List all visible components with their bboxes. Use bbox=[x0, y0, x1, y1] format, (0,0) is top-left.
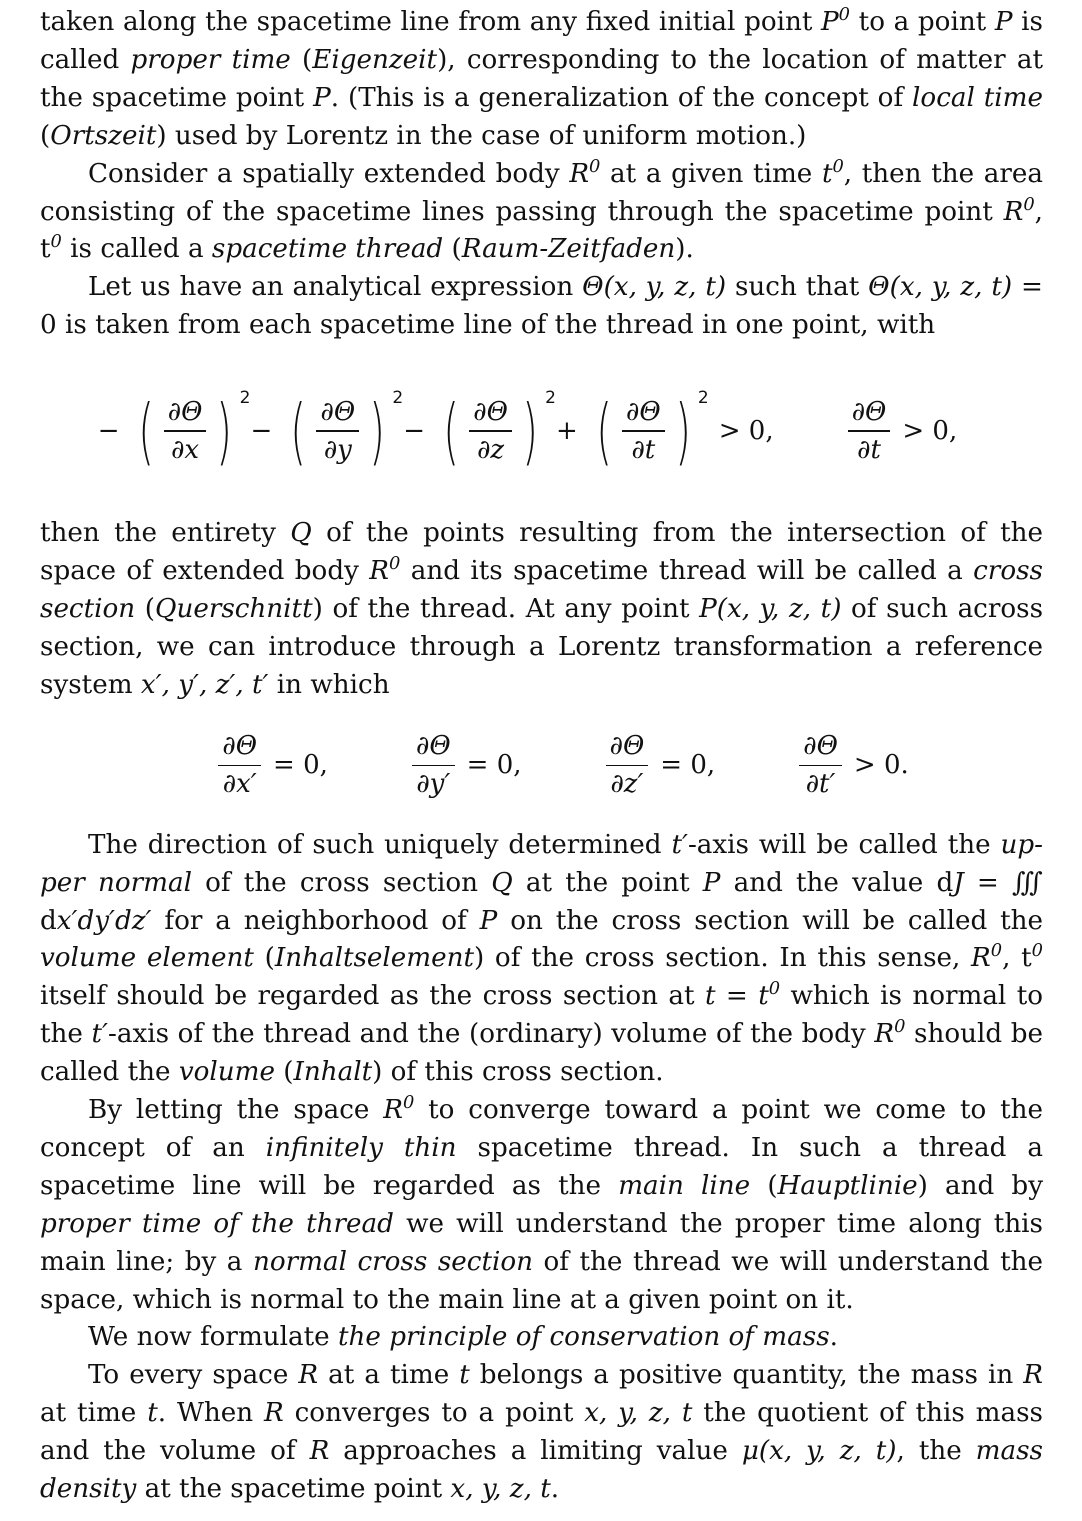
plus-sign: + bbox=[556, 415, 578, 446]
symbol-P0: $P^0$ bbox=[821, 4, 850, 37]
term-raum-zeitfaden: Raum-Zeitfaden bbox=[461, 234, 676, 265]
text: We now formulate bbox=[88, 1322, 338, 1353]
text: -axis will be called the bbox=[687, 829, 1001, 860]
text: converges to a point bbox=[283, 1398, 585, 1429]
text: to a point bbox=[850, 7, 995, 37]
symbol-Q: Q bbox=[491, 867, 513, 898]
term-inhaltselement: Inhaltselement bbox=[274, 943, 474, 974]
text: to converge toward a point we come to the concept of an bbox=[40, 1095, 1043, 1163]
symbol-P: P bbox=[994, 7, 1013, 37]
symbol-tprime: t′ bbox=[671, 829, 688, 860]
text: is called a bbox=[61, 234, 212, 265]
text: ( bbox=[443, 234, 462, 265]
term-proper-time: proper time bbox=[130, 44, 291, 75]
symbol-mu: μ(x, y, z, t) bbox=[741, 1436, 897, 1467]
text: which is normal to the bbox=[40, 981, 1044, 1050]
symbol-t: t bbox=[147, 1398, 158, 1429]
term-inhalt: Inhalt bbox=[293, 1057, 373, 1088]
symbol-P: P bbox=[479, 905, 498, 936]
paragraph-conservation-principle bbox=[40, 1319, 1043, 1357]
symbol-volume-differential: x′dy′dz′ bbox=[56, 905, 152, 936]
text: ( bbox=[135, 593, 155, 624]
text: The direction of such uniquely determined bbox=[88, 829, 672, 860]
symbol-R: R bbox=[1023, 1360, 1043, 1391]
term-eigenzeit: Eigenzeit bbox=[312, 44, 438, 75]
text: ) of the cross section. In this sense, bbox=[474, 943, 972, 974]
symbol-theta: Θ(x, y, z, t) bbox=[582, 272, 727, 303]
paragraph-mass-density bbox=[40, 1357, 1043, 1509]
text: ) used by Lorentz in the case of uniform motion.) bbox=[156, 120, 807, 151]
paragraph-upper-normal bbox=[40, 827, 1043, 1092]
text: ( bbox=[40, 120, 51, 151]
squared-partial-x: ( $\frac{\partial\Theta}{\partial x}$ ) 2 bbox=[137, 388, 251, 474]
term-main-line: main line bbox=[618, 1170, 751, 1201]
term-hauptlinie: Hauptlinie bbox=[777, 1170, 918, 1201]
equation-normal-frame bbox=[40, 711, 1043, 821]
text: ( bbox=[253, 943, 275, 974]
term-mass-density: mass density bbox=[40, 1436, 1043, 1505]
paper-page bbox=[40, 0, 1043, 1509]
text: , the bbox=[896, 1436, 976, 1467]
text: in which bbox=[268, 669, 390, 700]
term-querschnitt: Querschnitt bbox=[154, 593, 313, 624]
text: itself should be regarded as the cross section at bbox=[40, 981, 705, 1012]
term-proper-time-of-thread: proper time of the thread bbox=[40, 1208, 394, 1239]
relation-gt-zero: > 0, bbox=[902, 415, 958, 446]
text: ) and by bbox=[917, 1170, 1043, 1201]
text: at a time bbox=[318, 1360, 460, 1391]
minus-sign: − bbox=[403, 415, 426, 446]
text: of the cross section bbox=[191, 867, 492, 898]
text: of the thread we will understand the space, which is normal to the main line at a given point on it. bbox=[40, 1246, 1043, 1315]
text: Let us have an analytical expression bbox=[88, 272, 583, 303]
text: and the value d bbox=[720, 867, 954, 898]
partial-theta-zprime: $\frac{\partial\Theta}{\partial z'}$ bbox=[606, 732, 649, 799]
squared-partial-y: ( $\frac{\partial\Theta}{\partial y}$ ) 2 bbox=[290, 388, 404, 474]
text: . bbox=[550, 1474, 560, 1505]
text: By letting the space bbox=[88, 1095, 384, 1126]
symbol-xyzt: x, y, z, t bbox=[450, 1474, 551, 1505]
term-volume: volume bbox=[178, 1057, 275, 1088]
symbol-R: R bbox=[309, 1436, 330, 1467]
text: . bbox=[829, 1322, 838, 1353]
relation-eq-zero: = 0, bbox=[466, 750, 522, 781]
text: , then the area consisting of the spacetime lines passing through the spacetime point bbox=[40, 158, 1043, 227]
text: . (This is a generalization of the concept of bbox=[330, 82, 913, 113]
text: taken along the spacetime line from any fixed initial point bbox=[40, 7, 822, 37]
symbol-R0-t0: $R^0$, $t^0$ bbox=[971, 940, 1043, 974]
text: ( bbox=[290, 44, 313, 75]
text: is called bbox=[40, 7, 1044, 75]
symbol-R0: $R^0$ bbox=[569, 155, 601, 189]
partial-theta-yprime: $\frac{\partial\Theta}{\partial y'}$ bbox=[412, 732, 455, 799]
text: To every space bbox=[88, 1360, 299, 1391]
text: for a neighborhood of bbox=[151, 905, 480, 936]
symbol-P: P bbox=[702, 867, 721, 898]
text: ) of the thread. At any point bbox=[312, 593, 700, 624]
paragraph-cross-section bbox=[40, 515, 1043, 705]
term-cross-section: cross section bbox=[40, 556, 1043, 624]
text: of the points resulting from the intersection of the space of extended body bbox=[40, 518, 1043, 587]
symbol-t-equals-t0: $t = t^0$ bbox=[704, 978, 781, 1012]
term-local-time: local time bbox=[912, 82, 1043, 113]
paragraph-proper-time bbox=[40, 4, 1043, 156]
term-conservation-of-mass: the principle of conservation of mass bbox=[337, 1322, 830, 1353]
squared-partial-t: ( $\frac{\partial\Theta}{\partial t}$ ) 2 bbox=[596, 388, 709, 474]
symbol-theta: Θ(x, y, z, t) bbox=[868, 272, 1013, 303]
squared-partial-z: ( $\frac{\partial\Theta}{\partial z}$ ) 2 bbox=[443, 388, 556, 474]
relation-eq-zero: = 0, bbox=[273, 750, 328, 781]
text: we will understand the proper time along this main line; by a bbox=[40, 1208, 1043, 1277]
symbol-R0: $R^0$ bbox=[369, 553, 401, 587]
text: -axis of the thread and the (ordinary) volume of the body bbox=[108, 1019, 875, 1050]
equation-timelike-condition bbox=[40, 364, 1043, 498]
symbol-P: P bbox=[313, 82, 331, 113]
text: such that bbox=[726, 272, 869, 303]
text: and its spacetime thread will be called a bbox=[400, 556, 974, 587]
text: on the cross section will be called the bbox=[497, 905, 1044, 936]
paragraph-infinitely-thin-thread bbox=[40, 1092, 1043, 1319]
text: the quotient of this mass and the volume of bbox=[40, 1398, 1043, 1467]
term-normal-cross-section: normal cross section bbox=[252, 1246, 533, 1277]
symbol-R: R bbox=[264, 1398, 284, 1429]
paragraph-spacetime-thread bbox=[40, 156, 1043, 270]
term-infinitely-thin: infinitely thin bbox=[265, 1132, 457, 1163]
term-ortszeit: Ortszeit bbox=[50, 120, 157, 151]
text: at a given time bbox=[600, 158, 822, 189]
text: at the point bbox=[512, 867, 703, 898]
text: then the entirety bbox=[40, 518, 291, 549]
text: = 0 is taken from each spacetime line of the thread in one point, with bbox=[40, 272, 1043, 341]
term-spacetime-thread: spacetime thread bbox=[211, 234, 444, 265]
symbol-P-xyzt: P(x, y, z, t) bbox=[699, 593, 842, 624]
partial-theta-tprime: $\frac{\partial\Theta}{\partial t'}$ bbox=[799, 732, 842, 799]
term-volume-element: volume element bbox=[40, 943, 254, 974]
partial-theta-xprime: $\frac{\partial\Theta}{\partial x'}$ bbox=[218, 732, 261, 799]
symbol-t0: $t^0$ bbox=[821, 155, 844, 189]
symbol-R: R bbox=[298, 1360, 319, 1391]
text: ( bbox=[274, 1057, 294, 1088]
text: belongs a positive quantity, the mass in bbox=[469, 1360, 1024, 1391]
symbol-Q: Q bbox=[290, 518, 312, 549]
symbol-t: t bbox=[459, 1360, 470, 1391]
text: at time bbox=[40, 1398, 148, 1429]
text: ( bbox=[750, 1170, 778, 1201]
minus-sign: − bbox=[97, 415, 120, 446]
text: = ∭ d bbox=[40, 867, 1043, 936]
relation-gt-zero: > 0, bbox=[718, 415, 774, 446]
partial-theta-t: $\frac{\partial\Theta}{\partial t}$ bbox=[848, 398, 891, 465]
symbol-primed-coordinates: x′, y′, z′, t′ bbox=[140, 669, 269, 700]
symbol-xyzt: x, y, z, t bbox=[584, 1398, 693, 1429]
text: approaches a limiting value bbox=[329, 1436, 742, 1467]
text: of such across section, we can introduce through a Lorentz transformation a reference system bbox=[40, 593, 1044, 700]
text: ), corresponding to the location of matter at the spacetime point bbox=[40, 44, 1043, 113]
text: at the spacetime point bbox=[136, 1474, 451, 1505]
text: should be called the bbox=[40, 1019, 1043, 1088]
term-upper-normal: upper normal bbox=[40, 829, 1043, 898]
symbol-tprime: t′ bbox=[91, 1019, 108, 1050]
paragraph-analytical-expression bbox=[40, 269, 1043, 345]
minus-sign: − bbox=[250, 415, 273, 446]
text: spacetime thread. In such a thread a spacetime line will be regarded as the bbox=[40, 1132, 1043, 1201]
text: ) of this cross section. bbox=[372, 1057, 664, 1088]
symbol-R0: $R^0$ bbox=[874, 1016, 906, 1050]
symbol-R0: $R^0$ bbox=[383, 1092, 415, 1126]
text: ). bbox=[675, 234, 694, 265]
symbol-J: J bbox=[953, 867, 964, 898]
relation-eq-zero: = 0, bbox=[660, 750, 716, 781]
text: Consider a spatially extended body bbox=[88, 158, 570, 189]
relation-gt-zero: > 0. bbox=[853, 750, 909, 781]
text: . When bbox=[157, 1398, 265, 1429]
symbol-R0-t0: $R^0$, $t^0$ bbox=[40, 193, 1043, 265]
